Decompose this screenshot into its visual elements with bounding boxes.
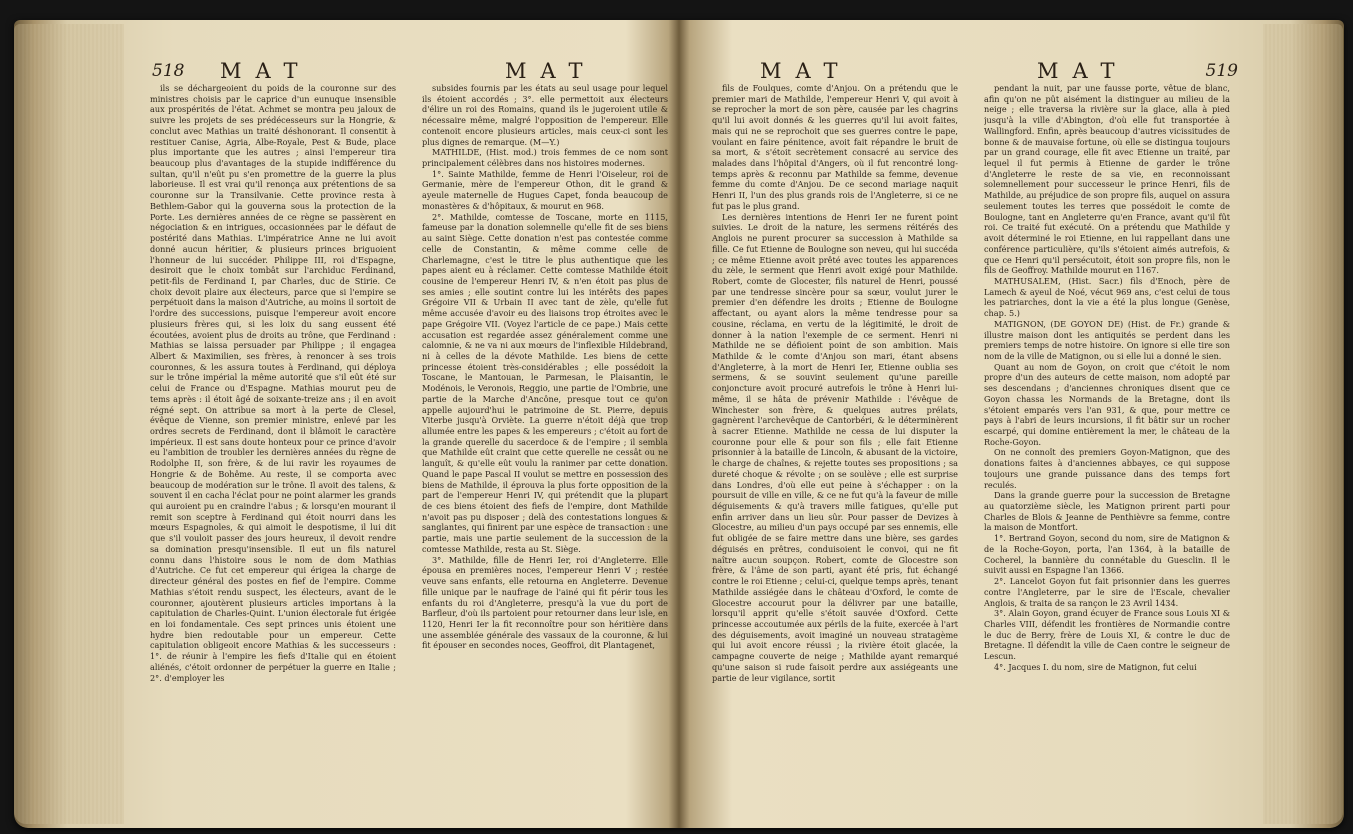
left-page bbox=[150, 55, 680, 815]
text-column-2 bbox=[984, 83, 1230, 813]
paragraph: 2°. Mathilde, comtesse de Toscane, morte en 1115, fameuse par la donation solemnelle qu'elle fit de ses biens au saint Siège. Cette donation n'est pas contestée comme celle de Constantin, & même comme celle de Charlemagne, c'est le titre le plus authentique que les papes aient eu à réclamer. Cette comtesse Mathilde étoit cousine de l'empereur Henri IV, & n'en étoit pas plus de ses amies ; elle soutint contre lui les intérêts des papes Grégoire VII & Urbain II avec tant de zèle, qu'elle fut même accusée d'avoir eu des liaisons trop étroites avec le pape Grégoire VII. (Voyez l'article de ce pape.) Mais cette accusation est regardée assez généralement comme une calomnie, & ne va ni aux mœurs de l'inflexible Hildebrand, ni à celles de la dévote Mathilde. Les biens de cette princesse étoient très-considérables ; elle possédoit la Toscane, le Mantouan, le Parmesan, le Plaisantin, le Modénois, le Veronois, Reggio, une partie de l'Ombrie, une partie de la Marche d'Ancône, presque tout ce qu'on appelle aujourd'hui le patrimoine de St. Pierre, depuis Viterbe jusqu'à Orviète. La guerre n'étoit déjà que trop allumée entre les papes & les empereurs ; c'étoit au fort de la grande querelle du sacerdoce & de l'empire ; il sembla que Mathilde eût craint que cette querelle ne cessât ou ne languît, & qu'elle eût voulu la ranimer par cette donation. Quand le pape Pascal II voulut se mettre en possession des biens de Mathilde, il éprouva la plus forte opposition de la part de l'empereur Henri IV, qui prétendit que la plupart de ces biens étoient des fiefs de l'empire, dont Mathilde n'avoit pas pu disposer ; delà des contestations longues & sanglantes, qui finirent par une espèce de transaction : une partie, mais une partie seulement de la succession de la comtesse Mathilde, resta au St. Siège. bbox=[422, 211, 668, 554]
paragraph: 2°. Lancelot Goyon fut fait prisonnier dans les guerres contre l'Angleterre, par le sire de l'Escale, chevalier Anglois, & traita de sa rançon le 23 Avril 1434. bbox=[984, 576, 1230, 608]
paragraph: Dans la grande guerre pour la succession de Bretagne au quatorzième siècle, les Matignon prirent parti pour Charles de Blois & Jeanne de Penthièvre sa femme, contre la maison de Montfort. bbox=[984, 490, 1230, 533]
paragraph: ils se déchargeoient du poids de la couronne sur des ministres choisis par le caprice d'un eunuque insensible aux prospérités de l'état. Achmet se montra peu jaloux de suivre les projets de ses prédécesseurs sur la Hongrie, & conclut avec Mathias un traité déshonorant. Il consentit à restituer Canise, Agria, Albe-Royale, Pest & Bude, place plus importante que les autres ; ainsi l'empereur tira beaucoup plus d'avantages de la stupide indifférence du sultan, qu'il n'eût pu s'en promettre de la guerre la plus laborieuse. Il est vrai qu'il renonça aux prétentions de sa couronne sur la Transilvanie. Cette province resta à Bethlem-Gabor qui la gouverna sous la protection de la Porte. Les dernières années de ce règne se passèrent en négociation & en intrigues, occasionnées par le défaut de postérité dans Mathias. L'impératrice Anne ne lui avoit donné aucun héritier, & plusieurs princes briguoient l'honneur de lui succéder. Philippe III, roi d'Espagne, desiroit que le choix tombât sur l'archiduc Ferdinand, petit-fils de Ferdinand I, par Charles, duc de Stirie. Ce choix devoit plaire aux électeurs, parce que si l'empire se perpétuoit dans la maison d'Autriche, au moins il sortoit de l'ordre des successions, puisque l'empereur avoit encore plusieurs frères qui, si les loix du sang eussent été écoutées, avoient plus de droits au trône, que Ferdinand : Mathias se laissa persuader par Philippe ; il engagea Albert & Maximilien, ses frères, à renoncer à ses trois couronnes, & les assura toutes à Ferdinand, qui déploya sur le trône impérial la même autorité que s'il eût été sur celui de France ou d'Espagne. Mathias mourut peu de tems après : il étoit âgé de soixante-treize ans ; il en avoit régné sept. On attribue sa mort à la perte de Clesel, évêque de Vienne, son premier ministre, enlevé par les ordres secrets de Ferdinand, dont il blâmoit le caractère impérieux. Il est sans doute honteux pour ce prince d'avoir eu l'ambition de troubler les dernières années du règne de Rodolphe II, son frère, & de lui ravir les royaumes de Hongrie & de Bohême. Au reste, il se comporta avec beaucoup de modération sur le trône. Il avoit des talens, & souvent il en cacha l'éclat pour ne point alarmer les grands qui auroient pu en craindre l'abus ; & lorsqu'en mourant il remit son sceptre à Ferdinand qui étoit nourri dans les mœurs Espagnoles, & qui aimoit le despotisme, il lui dit que s'il vouloit passer des jours heureux, il devoit rendre sa domination presqu'insensible. Il eut un fils naturel connu dans l'histoire sous le nom de dom Mathias d'Autriche. Ce fut cet empereur qui érigea la charge de directeur général des postes en fief de l'empire. Comme Mathias s'étoit rendu suspect, les électeurs, avant de le couronner, ajoutèrent plusieurs articles importans à la capitulation de Charles-Quint. L'union électorale fut érigée en loi fondamentale. Ces sept princes unis étoient une hydre bien redoutable pour un empereur. Cette capitulation obligeoit encore Mathias & les successeurs : 1°. de réunir à l'empire les fiefs d'Italie qui en étoient aliénés, c'étoit ordonner de perpétuer la guerre en Italie ; 2°. d'employer les bbox=[150, 83, 396, 683]
right-page bbox=[712, 55, 1242, 815]
paragraph: MATIGNON, (DE GOYON DE) (Hist. de Fr.) grande & illustre maison dont les antiquités se perdent dans les premiers temps de notre histoire. On ignore si elle tire son nom de la ville de Matignon, ou si elle lui a donné le sien. bbox=[984, 318, 1230, 361]
paragraph: MATHUSALEM, (Hist. Sacr.) fils d'Enoch, père de Lamech & ayeul de Noé, vécut 969 ans, c'est celui de tous les patriarches, dont la vie a été la plus longue (Genèse, chap. 5.) bbox=[984, 275, 1230, 319]
running-head: MAT bbox=[760, 59, 852, 83]
paragraph: subsides fournis par les états au seul usage pour lequel ils étoient accordés ; 3°. elle permettoit aux électeurs d'élire un roi des Romains, quand ils le jugeroient utile & nécessaire même, malgré l'opposition de l'empereur. Elle contenoit encore plusieurs articles, mais ceux-ci sont les plus dignes de remarque. (M—Y.) bbox=[422, 83, 668, 147]
text-column-1 bbox=[712, 83, 958, 813]
paragraph: 4°. Jacques I. du nom, sire de Matignon, fut celui bbox=[994, 661, 1197, 672]
paragraph: 1°. Sainte Mathilde, femme de Henri l'Oiseleur, roi de Germanie, mère de l'empereur Othon, dit le grand & ayeule maternelle de Hugues Capet, fonda beaucoup de monastères & d'hôpitaux, & mourut en 968. bbox=[422, 168, 668, 211]
text-column-1 bbox=[150, 83, 396, 813]
paragraph: On ne connoît des premiers Goyon-Matignon, que des donations faites à d'anciennes abbayes, ce qui suppose toujours une grande puissance dans des temps fort reculés. bbox=[984, 447, 1230, 490]
running-head: MAT bbox=[220, 59, 312, 83]
page-edges-right bbox=[1263, 24, 1343, 824]
paragraph: 3°. Mathilde, fille de Henri Ier, roi d'Angleterre. Elle épousa en premières noces, l'empereur Henri V ; restée veuve sans enfants, elle retourna en Angleterre. Devenue fille unique par le naufrage de l'ainé qui fit périr tous les enfants du roi d'Angleterre, presqu'à la vue du port de Barfleur, d'où ils partoient pour retourner dans leur isle, en 1120, Henri Ier la fit reconnoître pour son héritière dans une assemblée générale des vassaux de la couronne, & lui fit épouser en secondes noces, Geoffroi, dit Plantagenet, bbox=[422, 554, 668, 651]
paragraph: Les dernières intentions de Henri Ier ne furent point suivies. Le droit de la nature, les sermens réitérés des Anglois ne purent procurer sa succession à Mathilde sa fille. Ce fut Etienne de Boulogne son neveu, qui lui succéda ; ce même Etienne avoit prêté avec toutes les apparences du zèle, le serment que Henri avoit exigé pour Mathilde. Robert, comte de Glocester, fils naturel de Henri, poussé par une tendresse sincère pour sa sœur, voulut jurer le premier d'en défendre les droits ; Etienne de Boulogne affectant, ou ayant alors la même tendresse pour sa cousine, réclama, en vertu de la légitimité, le droit de donner à la nation l'exemple de ce serment. Henri ni Mathilde ne se défioient point de son ambition. Mais Mathilde & le comte d'Anjou son mari, étant absens d'Angleterre, à la mort de Henri Ier, Etienne oublia ses sermens, & se souvint seulement qu'une pareille conjoncture avoit procuré autrefois le trône à Henri lui-même, il se hâta de prévenir Mathilde : l'évêque de Winchester son frère, & quelques autres prélats, gagnèrent l'archevêque de Cantorbéri, & le déterminèrent à sacrer Etienne. Mathilde ne cessa de lui disputer la couronne pour elle & pour son fils ; elle fait Etienne prisonnier à la bataille de Lincoln, & abusant de la victoire, le charge de chaînes, & rejette toutes ses propositions ; sa dureté choque & révolte ; on se soulève ; elle est surprise dans Londres, d'où elle eut peine à s'échapper : on la poursuit de ville en ville, & ce ne fut qu'à la faveur de mille déguisements & qu'à travers mille fatigues, qu'elle put enfin arriver dans un lieu sûr. Pour passer de Devizes à Glocestre, au milieu d'un pays occupé par ses ennemis, elle fut obligée de se faire mettre dans une bière, ses gardes déguisés en prêtres, conduisoient le convoi, qui ne fit naître aucun soupçon. Robert, comte de Glocestre son frère, & l'âme de son parti, ayant été pris, fut échangé contre le roi Etienne ; celui-ci, quelque temps après, tenant Mathilde assiégée dans le château d'Oxford, le comte de Glocestre accourut pour la délivrer par une bataille, lorsqu'il apprit qu'elle s'étoit sauvée d'Oxford. Cette princesse accoutumée aux périls de la fuite, exercée à l'art des déguisements, avoit imaginé un nouveau stratagème qui lui avoit encore réussi ; la rivière étoit glacée, la campagne couverte de neige ; Mathilde ayant remarqué qu'une saison si rude faisoit perdre aux assiégeants une partie de leur vigilance, sortit bbox=[712, 211, 958, 683]
paragraph: Quant au nom de Goyon, on croit que c'étoit le nom propre d'un des auteurs de cette maison, nom adopté par ses descendans ; d'anciennes chroniques disent que ce Goyon chassa les Normands de la Bretagne, dont ils s'étoient emparés vers l'an 931, & que, pour mettre ce pays à l'abri de leurs incursions, il fit bâtir sur un rocher escarpé, qui domine entièrement la mer, le château de la Roche-Goyon. bbox=[984, 361, 1230, 447]
running-head: MAT bbox=[505, 59, 597, 83]
page-number: 519 bbox=[1205, 61, 1238, 81]
paragraph: pendant la nuit, par une fausse porte, vêtue de blanc, afin qu'on ne pût aisément la distinguer au milieu de la neige ; elle traversa la rivière sur la glace, alla à pied jusqu'à la ville d'Abington, d'où elle fut transportée à Wallingford. Enfin, après beaucoup d'autres vicissitudes de bonne & de mauvaise fortune, où elle se distingua toujours par un grand courage, elle fit avec Etienne un traité, par lequel il fut permis à Etienne de garder le trône d'Angleterre le reste de sa vie, en reconnoissant solemnellement pour successeur le prince Henri, fils de Mathilde, au préjudice de son propre fils, auquel on assura seulement toutes les terres que possédoit le comte de Boulogne, tant en Angleterre qu'en France, avant qu'il fût roi. Ce traité fut exécuté. On a prétendu que Mathilde y avoit déterminé le roi Etienne, en lui rappellant dans une conférence particulière, qu'ils s'étoient aimés autrefois, & que ce Henri qu'il persécutoit, étoit son propre fils, non le fils de Geoffroy. Mathilde mourut en 1167. bbox=[984, 83, 1230, 276]
paragraph: 1°. Bertrand Goyon, second du nom, sire de Matignon & de la Roche-Goyon, porta, l'an 1364, à la bataille de Cocherel, la bannière du connétable du Guesclin. Il le suivit aussi en Espagne l'an 1366. bbox=[984, 533, 1230, 576]
paragraph: 3°. Alain Goyon, grand écuyer de France sous Louis XI & Charles VIII, défendit les frontières de Normandie contre le duc de Berry, frère de Louis XI, & contre le duc de Bretagne. Il défendit la ville de Caen contre le seigneur de Lescun. bbox=[984, 608, 1230, 662]
page-number: 518 bbox=[152, 61, 185, 81]
paragraph: fils de Foulques, comte d'Anjou. On a prétendu que le premier mari de Mathilde, l'empereur Henri V, qui avoit à se reprocher la mort de son père, causée par les chagrins qu'il lui avoit donnés & les guerres qu'il lui avoit faites, mais qui ne se reprochoit que ses guerres contre le pape, voulant en faire pénitence, avoit fait répandre le bruit de sa mort, & s'étoit secrètement consacré au service des malades dans l'hôpital d'Angers, où il fut rencontré long-temps après & reconnu par Mathilde sa femme, devenue femme du comte d'Anjou. De ce second mariage naquit Henri II, l'un des plus grands rois de l'Angleterre, si ce ne fut pas le plus grand. bbox=[712, 83, 958, 211]
page-edges-left bbox=[14, 24, 124, 824]
running-head: MAT bbox=[1037, 59, 1129, 83]
paragraph: MATHILDE, (Hist. mod.) trois femmes de ce nom sont principalement célèbres dans nos histoires modernes. bbox=[422, 147, 668, 169]
text-column-2 bbox=[422, 83, 668, 813]
